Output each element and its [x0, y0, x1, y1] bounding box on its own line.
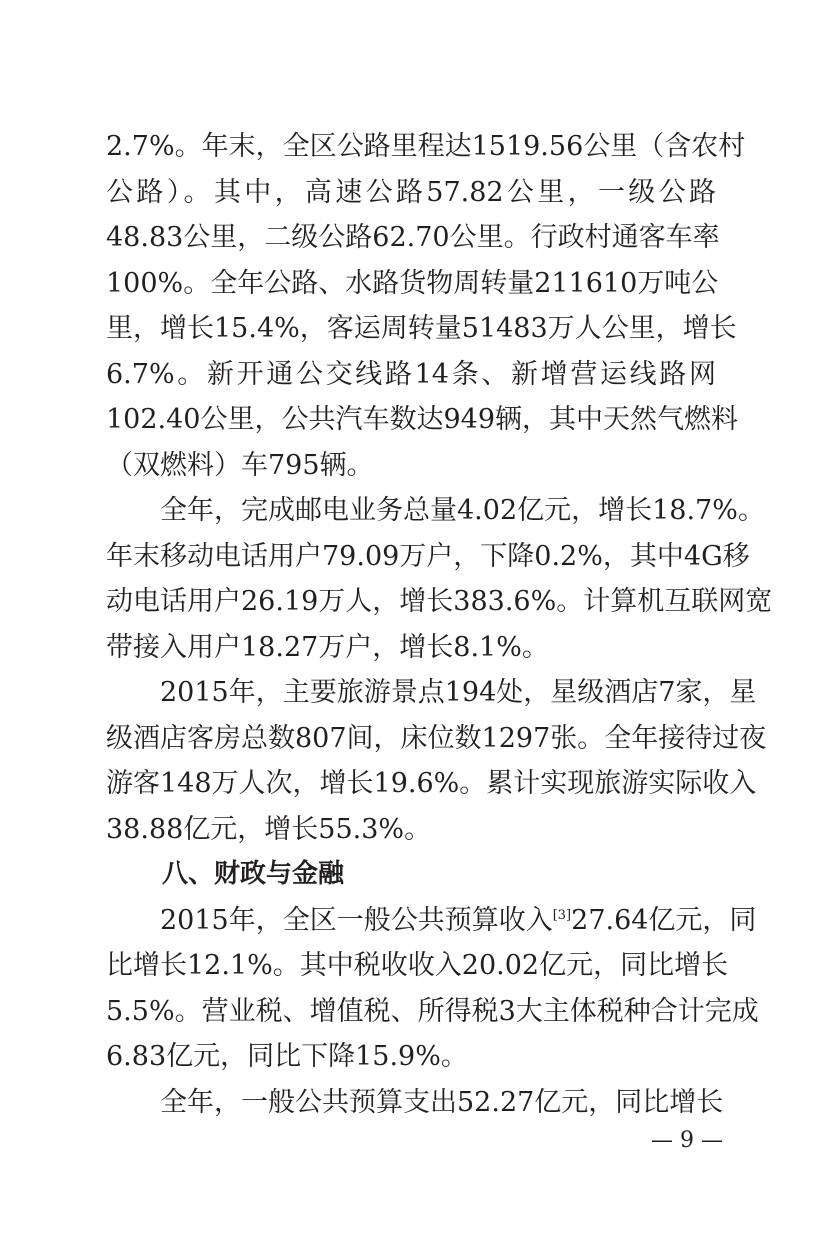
text-line: 里，增长15.4%，客运周转量51483万人公里，增长: [106, 313, 737, 344]
text-line: 年末移动电话用户79.09万户，下降0.2%，其中4G移: [106, 540, 750, 572]
paragraph-tourism: [106, 670, 767, 852]
paragraph-telecom: [106, 488, 773, 670]
text-line: 动电话用户26.19万人，增长383.6%。计算机互联网宽: [106, 586, 773, 617]
text-fragment: 27.64亿元，同: [571, 904, 757, 936]
text-line: 48.83公里，二级公路62.70公里。行政村通客车率: [106, 222, 720, 253]
paragraph-finance-expenditure: [106, 1080, 724, 1126]
document-page: [106, 124, 773, 1125]
paragraph-transport: [106, 124, 746, 488]
text-line: 全年，一般公共预算支出52.27亿元，同比增长: [160, 1086, 724, 1118]
text-fragment: 2015年，全区一般公共预算收入: [160, 904, 553, 936]
paragraph-finance-revenue: [106, 898, 759, 1080]
text-line: 38.88亿元，增长55.3%。: [106, 813, 432, 845]
text-line: 102.40公里，公共汽车数达949辆，其中天然气燃料: [106, 404, 739, 435]
text-line: 2015年，主要旅游景点194处，星级酒店7家，星: [160, 677, 757, 708]
text-line: 比增长12.1%。其中税收收入20.02亿元，同比增长: [106, 950, 729, 981]
text-line: 100%。全年公路、水路货物周转量211610万吨公: [106, 267, 719, 299]
footnote-mark: [3]: [552, 907, 572, 923]
page-number: — 9 —: [651, 1128, 723, 1153]
text-line: 6.7%。新开通公交线路14条、新增营运线路网: [106, 358, 716, 390]
section-heading: 八、财政与金融: [162, 859, 345, 889]
text-line: 全年，完成邮电业务总量4.02亿元，增长18.7%。: [160, 495, 765, 526]
text-line: 6.83亿元，同比下降15.9%。: [106, 1041, 468, 1072]
text-line: 带接入用户18.27万户，增长8.1%。: [106, 631, 549, 663]
text-line: 级酒店客房总数807间，床位数1297张。全年接待过夜: [106, 722, 767, 754]
text-line: 5.5%。营业税、增值税、所得税3大主体税种合计完成: [106, 995, 759, 1027]
text-line: 公路）。其中，高速公路57.82公里，一级公路: [106, 176, 716, 208]
text-line-with-footnote: [106, 898, 757, 944]
text-line: （双燃料）车795辆。: [106, 449, 374, 481]
text-line: 2.7%。年末，全区公路里程达1519.56公里（含农村: [106, 131, 746, 162]
text-line: 游客148万人次，增长19.6%。累计实现旅游实际收入: [106, 768, 757, 799]
